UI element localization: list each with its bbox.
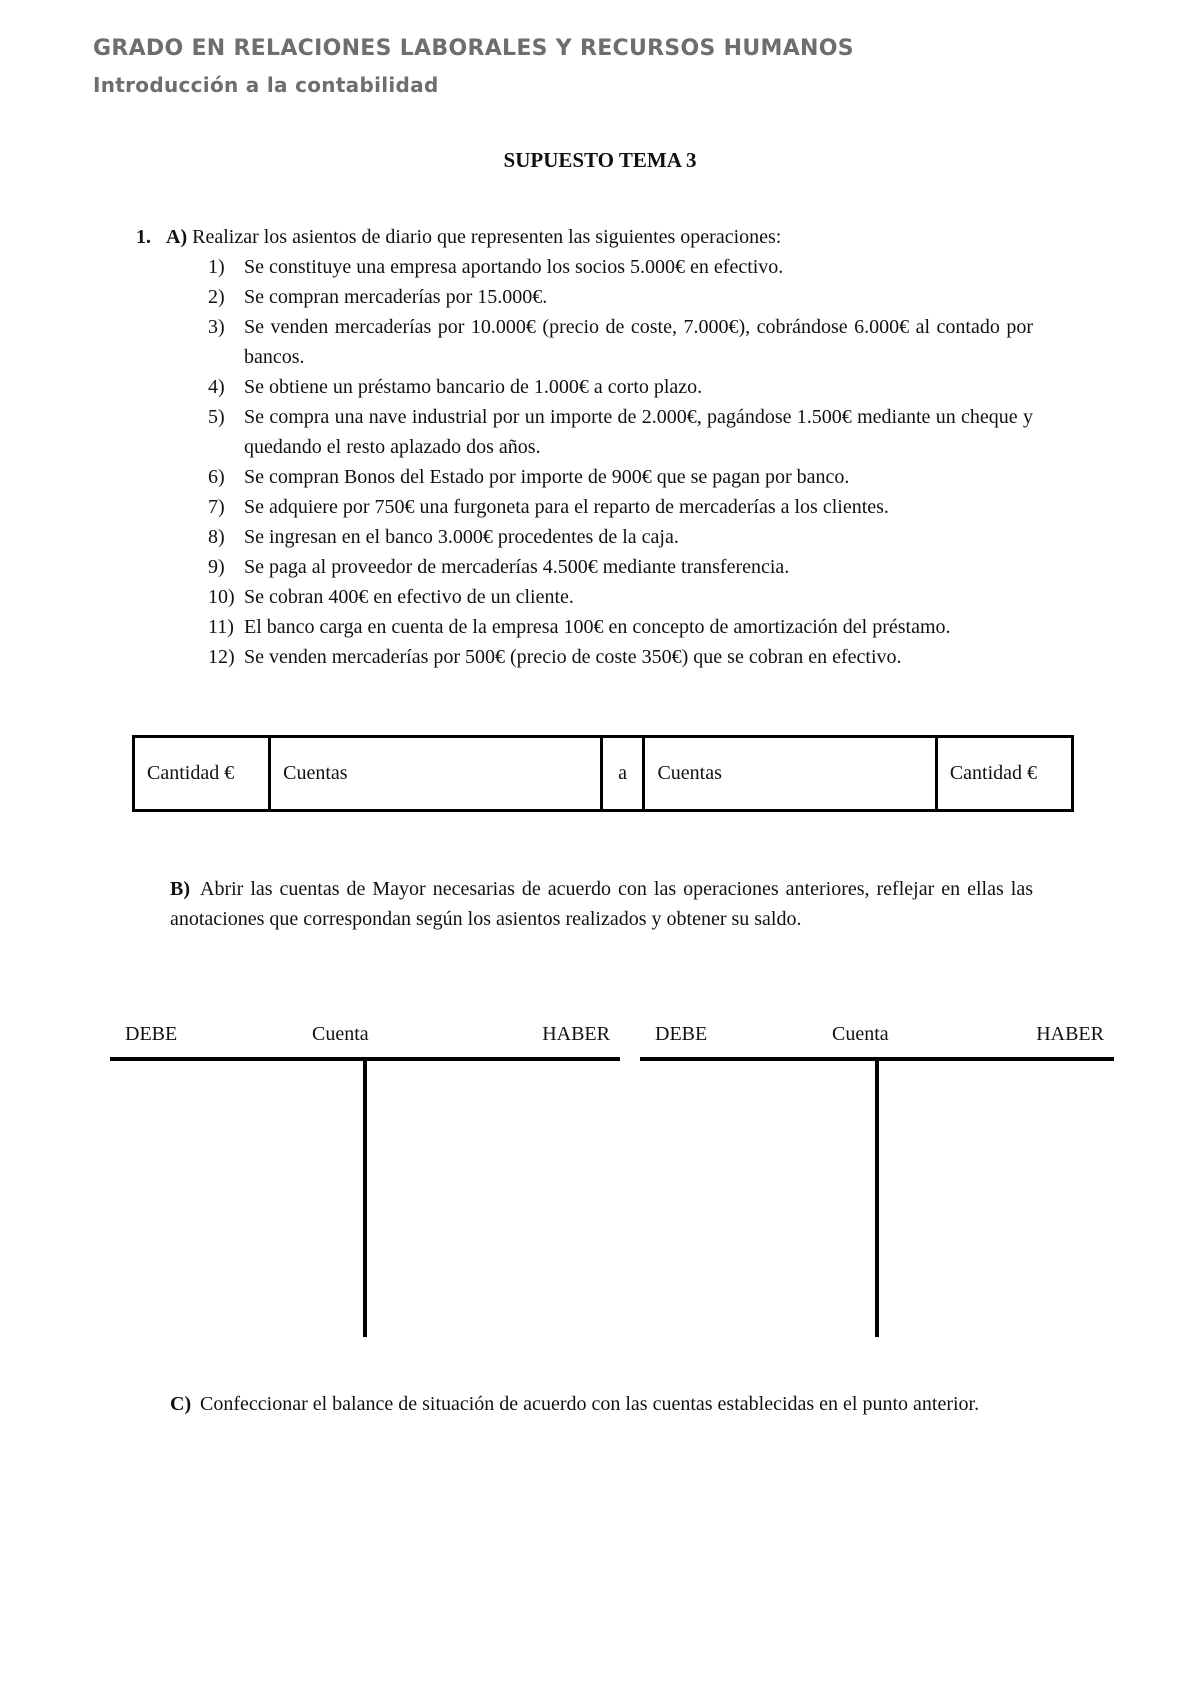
question-number: 1. [136,226,151,248]
part-a-label: A) [166,226,188,248]
t-account [640,1023,1114,1323]
part-b-label: B) [170,878,190,900]
operation-item: 7) Se adquiere por 750€ una furgoneta para el reparto de mercaderías a los clientes. [208,496,889,518]
operation-item: 12) Se venden mercaderías por 500€ (precio de coste 350€) que se cobran en efectivo. [208,646,902,668]
part-c [170,1389,1033,1419]
part-b [170,874,1033,934]
operation-item: 4) Se obtiene un préstamo bancario de 1.000€ a corto plazo. [208,376,703,398]
course-title: GRADO EN RELACIONES LABORALES Y RECURSOS HUMANOS [93,36,854,61]
part-a-text: Realizar los asientos de diario que representen las siguientes operaciones: [192,226,782,248]
accounts-header: Cuentas [644,737,936,811]
journal-entry-table [132,735,1074,812]
operation-item: 2) Se compran mercaderías por 15.000€. [208,286,548,308]
accounts-header: Cuentas [270,737,601,811]
cuenta-label: Cuenta [312,1023,369,1045]
operation-item: 11) El banco carga en cuenta de la empresa 100€ en concepto de amortización del préstamo. [208,616,951,638]
debe-label: DEBE [655,1023,708,1045]
t-account-center-line [875,1059,879,1337]
haber-label: HABER [542,1023,610,1045]
debe-label: DEBE [125,1023,178,1045]
t-account-center-line [363,1059,367,1337]
quantity-header: Cantidad € [936,737,1072,811]
part-c-label: C) [170,1393,192,1415]
quantity-header: Cantidad € [134,737,270,811]
page-title: SUPUESTO TEMA 3 [503,148,697,172]
part-b-text: Abrir las cuentas de Mayor necesarias de acuerdo con las operaciones anteriores, reflejar en ellas las anotaciones que correspondan según los asientos realizados y obtener su saldo. [170,878,1033,930]
t-account [110,1023,620,1323]
operation-item: 10) Se cobran 400€ en efectivo de un cliente. [208,586,574,608]
operation-item: 3) Se venden mercaderías por 10.000€ (precio de coste, 7.000€), cobrándose 6.000€ al contado por bancos. [208,316,1033,368]
operation-item: 5) Se compra una nave industrial por un importe de 2.000€, pagándose 1.500€ mediante un cheque y quedando el resto aplazado dos años. [208,406,1033,458]
haber-label: HABER [1036,1023,1104,1045]
part-c-text: Confeccionar el balance de situación de acuerdo con las cuentas establecidas en el punto anterior. [200,1393,980,1415]
subject-title: Introducción a la contabilidad [93,73,439,97]
operations-list [208,252,1033,672]
operation-item: 8) Se ingresan en el banco 3.000€ procedentes de la caja. [208,526,679,548]
question-1-heading [136,222,781,252]
operation-item: 6) Se compran Bonos del Estado por importe de 900€ que se pagan por banco. [208,466,850,488]
operation-item: 9) Se paga al proveedor de mercaderías 4.500€ mediante transferencia. [208,556,790,578]
cuenta-label: Cuenta [832,1023,889,1045]
operation-item: 1) Se constituye una empresa aportando los socios 5.000€ en efectivo. [208,256,784,278]
a-separator: a [601,737,644,811]
